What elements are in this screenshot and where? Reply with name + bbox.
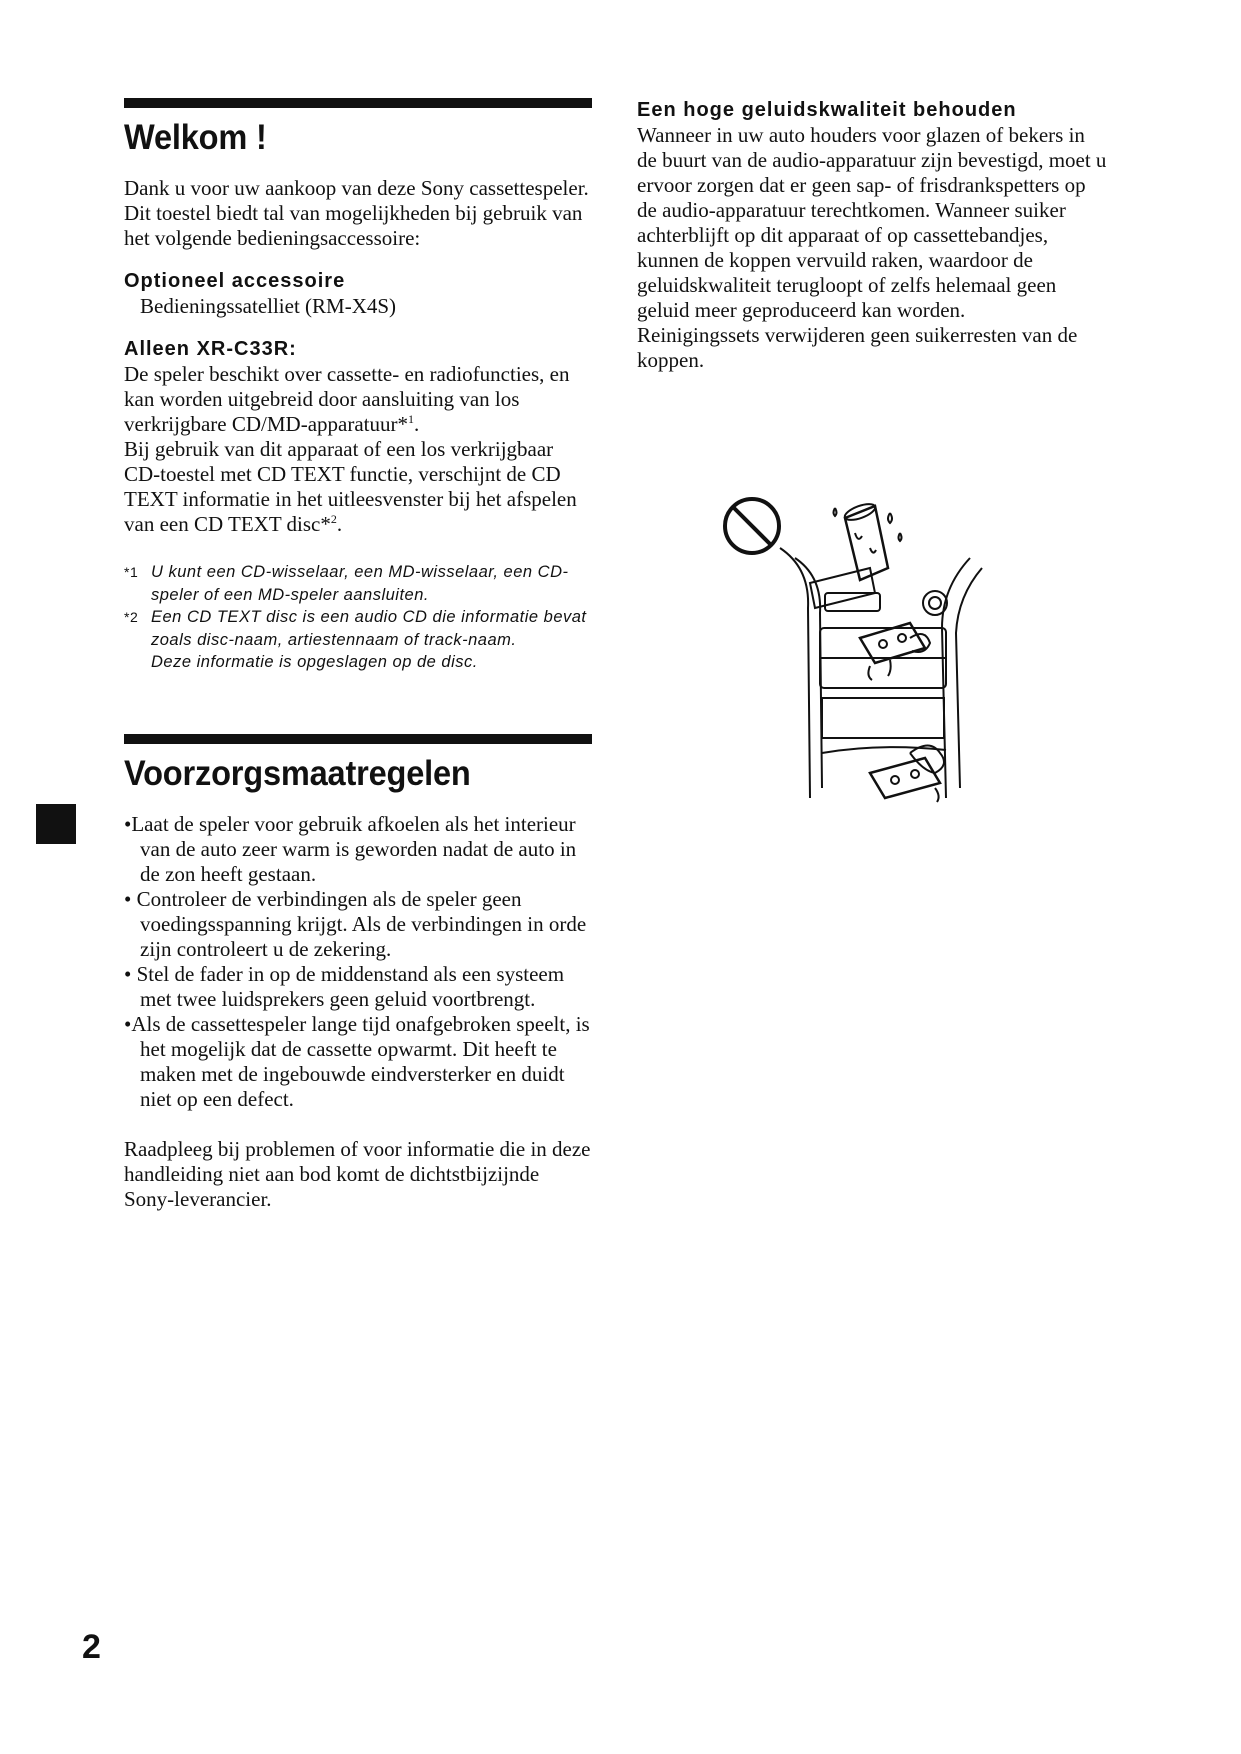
list-item: •Laat de speler voor gebruik afkoelen als het interieur van de auto zeer warm is geworden nadat de auto in de zon heeft gestaan. [124,811,577,886]
section-marker [36,804,76,844]
footnote: *2 Een CD TEXT disc is een audio CD die informatie bevat zoals disc-naam, artiestennaam of track-naam. [124,608,587,649]
precautions-list [124,812,592,1112]
right-column [637,98,1107,373]
precautions-closing: Raadpleeg bij problemen of voor informatie die in deze handleiding niet aan bod komt de dichtstbijzijnde Sony-leverancier. [124,1136,591,1211]
precautions-title: Voorzorgsmaatregelen [124,753,471,793]
sound-quality-text-2: Reinigingssets verwijderen geen suikerresten van de koppen. [637,323,1078,372]
footnote: Deze informatie is opgeslagen op de disc. [151,653,478,671]
welcome-rule [124,98,592,108]
footnote-ref-1: 1 [407,412,414,426]
model-text-1: De speler beschikt over cassette- en radiofuncties, en kan worden uitgebreid door aansluiting van los verkrijgbare CD/MD-apparatuur*$^1$. [124,362,570,436]
list-item: •Als de cassettespeler lange tijd onafgebroken speelt, is het mogelijk dat de cassette opwarmt. Dit heeft te maken met de ingebouwde eindversterker en duidt niet op een defect. [124,1011,590,1111]
left-column [124,98,592,1212]
footnotes [124,561,592,674]
sound-quality-heading: Een hoge geluidskwaliteit behouden [637,99,1017,121]
sound-quality-text-1: Wanneer in uw auto houders voor glazen of bekers in de buurt van de audio-apparatuur zijn bevestigd, moet u ervoor zorgen dat er geen sap- of frisdrankspetters op de audio-apparatuur terechtkomen. Wanneer suiker achterblijft op dit apparaat of op cassettebandjes, kunnen de koppen vervuild raken, waardoor de geluidskwaliteit terugloopt of zelfs helemaal geen geluid meer geproduceerd kan worden. [637,123,1107,322]
footnote-ref-2: 2 [330,512,337,526]
list-item: • Stel de fader in op de middenstand als een systeem met twee luidsprekers geen geluid voortbrengt. [124,961,565,1011]
optional-accessory-heading: Optioneel accessoire [124,270,346,292]
footnote: *1 U kunt een CD-wisselaar, een MD-wisselaar, een CD-speler of een MD-speler aansluiten. [124,563,569,604]
welcome-intro: Dank u voor uw aankoop van deze Sony cassettespeler. Dit toestel biedt tal van mogelijkheden bij gebruik van het volgende bedieningsaccessoire: [124,176,589,250]
welcome-title: Welkom ! [124,118,267,157]
model-heading: Alleen XR-C33R: [124,338,297,360]
page-number: 2 [82,1628,101,1666]
prohibition-icon [725,499,779,553]
model-text-2: Bij gebruik van dit apparaat of een los verkrijgbaar CD-toestel met CD TEXT functie, verschijnt de CD TEXT informatie in het uitleesvenster bij het afspelen van een CD TEXT disc*$^2$. [124,437,577,536]
car-dashboard-spill-illustration [720,488,1020,818]
optional-accessory-item: Bedieningssatelliet (RM-X4S) [140,294,397,318]
list-item: • Controleer de verbindingen als de speler geen voedingsspanning krijgt. Als de verbindingen in orde zijn controleert u de zekering. [124,886,587,961]
precautions-rule [124,734,592,744]
